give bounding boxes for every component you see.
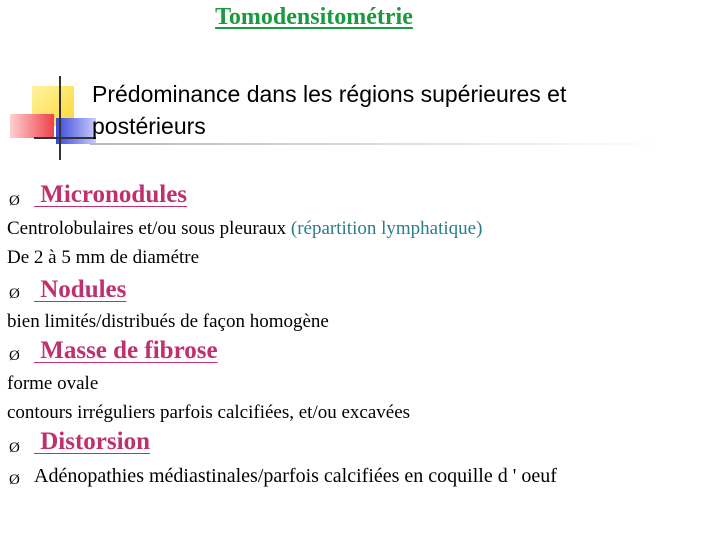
heading-masse-de-fibrose: Masse de fibrose [34, 337, 218, 364]
note-text: (répartition lymphatique) [290, 218, 483, 239]
heading-micronodules: Micronodules [34, 181, 188, 208]
arrow-bullet-icon: Ø [9, 348, 20, 364]
subtitle: Prédominance dans les régions supérieures et postérieurs [92, 81, 567, 139]
section-line: forme ovale [7, 373, 99, 394]
arrow-bullet-icon: Ø [9, 440, 20, 456]
arrow-bullet-icon: Ø [9, 472, 20, 488]
adenopathies-text: Adénopathies médiastinales/parfois calcifiées en coquille d ' oeuf [34, 465, 557, 487]
slide-title: Tomodensitométrie [215, 4, 413, 30]
divider [90, 143, 666, 145]
section-line: contours irréguliers parfois calcifiées, et/ou excavées [7, 402, 411, 423]
heading-distorsion: Distorsion [34, 428, 150, 455]
section-line: bien limités/distribués de façon homogène [7, 311, 329, 332]
section-line: De 2 à 5 mm de diamétre [7, 247, 200, 268]
section-line: Centrolobulaires et/ou sous pleuraux (répartition lymphatique) [7, 218, 483, 239]
arrow-bullet-icon: Ø [9, 193, 20, 209]
heading-nodules: Nodules [34, 276, 127, 303]
arrow-bullet-icon: Ø [9, 286, 20, 302]
decorative-squares-icon [8, 76, 100, 162]
